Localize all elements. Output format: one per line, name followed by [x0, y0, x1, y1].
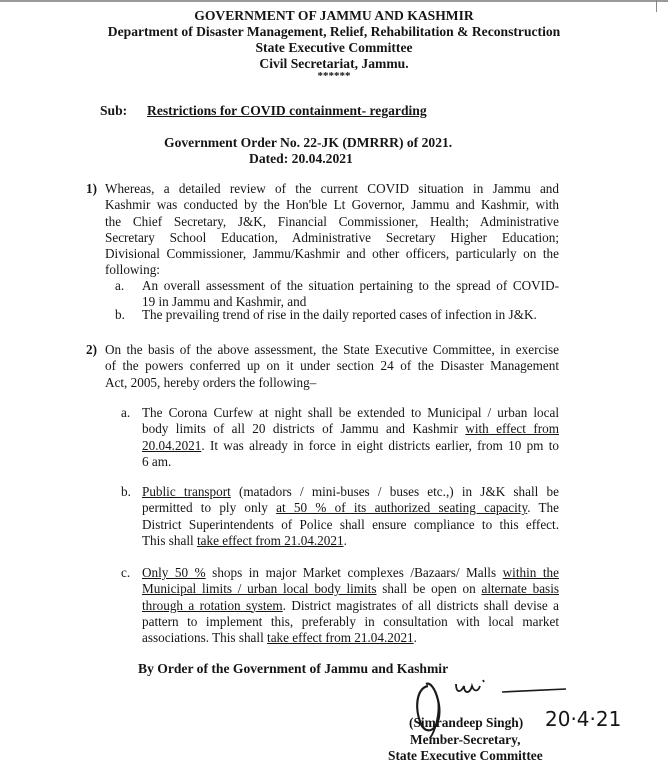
- para2-item-c: [142, 565, 559, 646]
- para2-line: Act, 2005, hereby orders the following–: [105, 374, 317, 390]
- para2-item-b: [142, 484, 559, 549]
- item-a-line: 6 am.: [142, 453, 172, 469]
- item-c-underlined: within the: [502, 565, 559, 580]
- item-b-text: This shall: [142, 532, 197, 548]
- item-c-line: [142, 630, 559, 646]
- item-b-text: (matadors / mini-buses / buses etc.,) in J&K shall be: [230, 484, 559, 499]
- header-government: GOVERNMENT OF JAMMU AND KASHMIR: [194, 8, 474, 23]
- item-a-line: The Corona Curfew at night shall be extended to Municipal / urban local: [142, 405, 559, 420]
- para2-number: 2): [86, 342, 97, 357]
- item-b-line: District Superintendents of Police shall ensure compliance to this effect.: [142, 516, 559, 532]
- item-b-underlined: Public transport: [142, 484, 231, 499]
- item-b-text: . The: [527, 500, 560, 516]
- para1-line: Whereas, a detailed review of the current COVID situation in Jammu and: [105, 181, 559, 196]
- item-c-line: [142, 581, 559, 597]
- item-a-line: [142, 438, 559, 454]
- para1-item-b-marker: b.: [115, 307, 125, 322]
- item-c-text: shops in major Market complexes /Bazaars/ Malls: [205, 565, 503, 580]
- para1-line: Divisional Commissioner, Jammu/Kashmir and other officers, particularly on the: [105, 246, 559, 262]
- item-c-line: pattern to implement this, preferably in consultation with local market: [142, 613, 559, 629]
- para1-item-a-line: An overall assessment of the situation pertaining to the spread of COVID-: [142, 278, 559, 293]
- item-c-underlined: take effect from 21.04.2021: [267, 630, 414, 646]
- signatory-designation: Member-Secretary,: [410, 732, 521, 747]
- para1-line: following:: [105, 262, 160, 278]
- para1-item-a-line: 19 in Jammu and Kashmir, and: [142, 294, 307, 310]
- para1-line: Secretary School Education, Administrative Secretary Higher Education;: [105, 229, 559, 245]
- para2-item-c-marker: c.: [121, 565, 131, 580]
- para2-item-b-marker: b.: [121, 484, 131, 499]
- signatory-name: (Simrandeep Singh): [409, 715, 524, 730]
- page-top-edge: [0, 0, 668, 2]
- signatory-office: State Executive Committee: [388, 748, 543, 763]
- order-date: Dated: 20.04.2021: [249, 151, 353, 166]
- item-c-text: shall be open on: [376, 581, 482, 597]
- subject-text: Restrictions for COVID containment- regarding: [147, 103, 427, 118]
- item-b-line: [142, 500, 559, 516]
- header-committee: State Executive Committee: [255, 40, 413, 55]
- para2-body: [105, 342, 559, 391]
- header-department: Department of Disaster Management, Relief, Rehabilitation & Reconstruction: [107, 24, 561, 39]
- para2-line: On the basis of the above assessment, the State Executive Committee, in exercise: [105, 342, 559, 357]
- item-c-line: [142, 565, 559, 581]
- para1-item-a-marker: a.: [115, 278, 125, 293]
- item-c-text: . District magistrates of all districts shall devise a: [282, 597, 559, 613]
- para1-item-a: [142, 278, 559, 311]
- item-c-underlined: through a rotation system: [142, 597, 283, 613]
- item-b-line: [142, 484, 559, 500]
- item-b-underlined: at 50 % of its authorized seating capacity: [276, 500, 528, 516]
- item-a-underlined-date: 20.04.2021: [142, 437, 202, 453]
- header-address: Civil Secretariat, Jammu.: [259, 56, 409, 71]
- para1-body: [105, 181, 559, 279]
- item-c-underlined: Only 50 %: [142, 565, 206, 580]
- para2-item-a: [142, 405, 559, 470]
- item-c-underlined: Municipal limits / urban local body limits: [142, 581, 377, 597]
- item-c-line: [142, 598, 559, 614]
- item-a-text: . It was already in force in eight districts earlier, from 10 pm to: [201, 437, 559, 453]
- item-a-line: [142, 421, 559, 437]
- handwritten-date: 20·4·21: [545, 707, 622, 731]
- item-c-text: associations. This shall: [142, 630, 268, 646]
- para1-item-b: The prevailing trend of rise in the daily reported cases of infection in J&K.: [142, 307, 537, 322]
- item-b-underlined: take effect from 21.04.2021: [196, 532, 344, 548]
- para1-line: Kashmir was conducted by the Hon'ble Lt Governor, Jammu and Kashmir, with: [105, 197, 559, 213]
- order-number: Government Order No. 22-JK (DMRRR) of 2021.: [164, 135, 453, 150]
- item-a-underlined: with effect from: [465, 421, 559, 437]
- item-c-text: .: [413, 630, 417, 646]
- item-a-text: body limits of all 20 districts of Jammu and Kashmir: [142, 421, 466, 437]
- item-b-text: permitted to ply only: [142, 500, 277, 516]
- para2-item-a-marker: a.: [121, 405, 131, 420]
- header-stars: ******: [317, 70, 351, 82]
- item-b-line: [142, 533, 559, 549]
- para2-line: of the powers conferred up on it under section 24 of the Disaster Management: [105, 358, 559, 374]
- item-c-underlined: alternate basis: [481, 581, 559, 597]
- item-b-text: .: [343, 532, 347, 548]
- subject-label: Sub:: [100, 103, 128, 118]
- para1-line: the Chief Secretary, J&K, Financial Commissioner, Health; Administrative: [105, 213, 559, 229]
- para1-number: 1): [86, 181, 97, 196]
- closing-line: By Order of the Government of Jammu and Kashmir: [138, 661, 449, 676]
